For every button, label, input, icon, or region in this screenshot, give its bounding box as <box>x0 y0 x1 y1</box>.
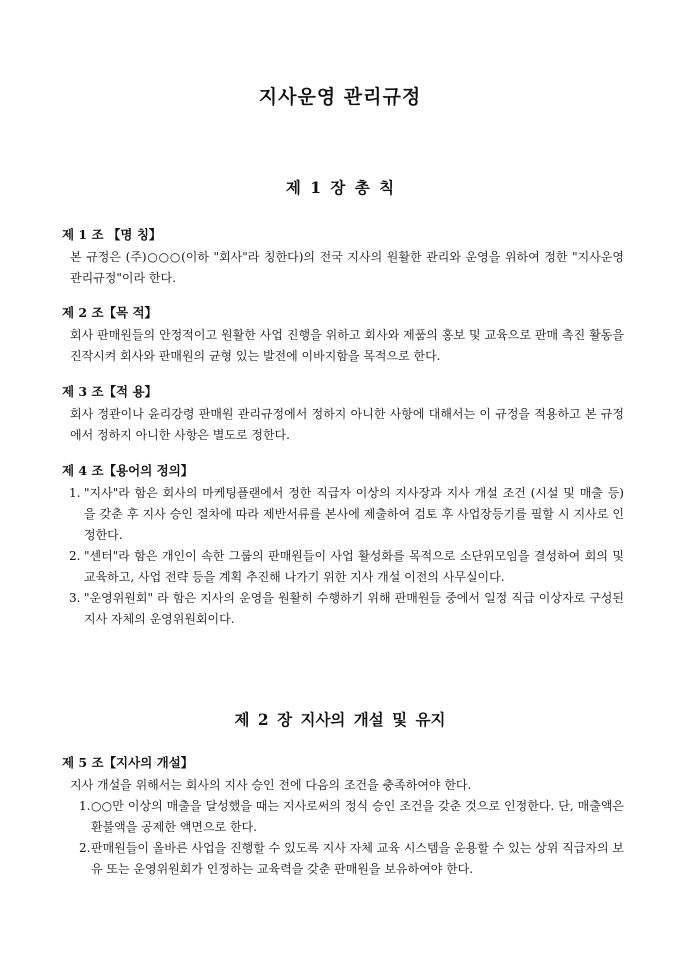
article-heading: 제 4 조【용어의 정의】 <box>62 463 194 478</box>
document-title: 지사운영 관리규정 <box>258 86 422 108</box>
item-text: ○○만 이상의 매출을 달성했을 때는 지사로써의 정식 승인 조건을 갖춘 것으로 인정한다. 단, 매출액은 환불액을 공제한 액면으로 한다. <box>91 799 624 834</box>
article-heading: 제 5 조【지사의 개설】 <box>62 755 194 770</box>
item-number: 1. <box>79 799 91 813</box>
article-4 <box>62 462 624 630</box>
condition-list <box>62 796 624 880</box>
article-2 <box>62 304 624 367</box>
article-body: 회사 정관이나 윤리강령 판매원 관리규정에서 정하지 아니한 사항에 대해서는 이 규정을 적용하고 본 규정에서 정하지 아니한 사항은 별도로 정한다. <box>70 407 624 442</box>
item-text: "지사"라 함은 회사의 마케팅플랜에서 정한 직급자 이상의 지사장과 지사 개설 조건 (시설 및 매출 등) 을 갖춘 후 지사 승인 절차에 따라 제반서류를 본사에 제출하여 검토 후 사업장등기를 필할 시 지사로 인정한다. <box>84 486 624 542</box>
item-number: 2. <box>69 549 81 563</box>
item-number: 2. <box>79 841 91 855</box>
item-text: "센터"라 함은 개인이 속한 그룹의 판매원들이 사업 활성화를 목적으로 소단위모임을 결성하여 회의 및 교육하고, 사업 전략 등을 계획 추진해 나가기 위한 지사 개설 이전의 사무실이다. <box>84 549 624 584</box>
list-item <box>62 796 624 838</box>
article-heading: 제 2 조【목 적】 <box>62 305 158 320</box>
list-item <box>62 483 624 546</box>
list-item <box>62 546 624 588</box>
list-item <box>62 588 624 630</box>
chapter-1-heading: 제 1 장 총 칙 <box>285 178 395 197</box>
article-1 <box>62 226 624 289</box>
chapter-2-heading: 제 2 장 지사의 개설 및 유지 <box>234 710 446 729</box>
article-intro: 지사 개설을 위해서는 회사의 지사 승인 전에 다음의 조건을 충족하여야 한다. <box>70 778 472 792</box>
item-text: "운영위원회" 라 함은 지사의 운영을 원활히 수행하기 위해 판매원들 중에서 일정 직급 이상자로 구성된 지사 자체의 운영위원회이다. <box>84 591 624 626</box>
list-item <box>62 838 624 880</box>
item-text: 판매원들이 올바른 사업을 진행할 수 있도록 지사 자체 교육 시스템을 운용할 수 있는 상위 직급자의 보유 또는 운영위원회가 인정하는 교육력을 갖춘 판매원을 보유하여야 한다. <box>91 841 624 876</box>
article-5 <box>62 754 624 880</box>
article-body: 회사 판매원들의 안정적이고 원활한 사업 진행을 위하고 회사와 제품의 홍보 및 교육으로 판매 촉진 활동을 진작시켜 회사와 판매원의 균형 있는 발전에 이바지함을 목적으로 한다. <box>70 328 624 363</box>
item-number: 3. <box>69 591 81 605</box>
article-body: 본 규정은 (주)○○○(이하 "회사"라 칭한다)의 전국 지사의 원활한 관리와 운영을 위하여 정한 "지사운영 관리규정"이라 한다. <box>70 250 624 285</box>
definition-list <box>62 483 624 630</box>
article-heading: 제 1 조 【명 칭】 <box>62 227 162 242</box>
article-heading: 제 3 조【적 용】 <box>62 384 158 399</box>
item-number: 1. <box>69 486 81 500</box>
article-3 <box>62 383 624 446</box>
